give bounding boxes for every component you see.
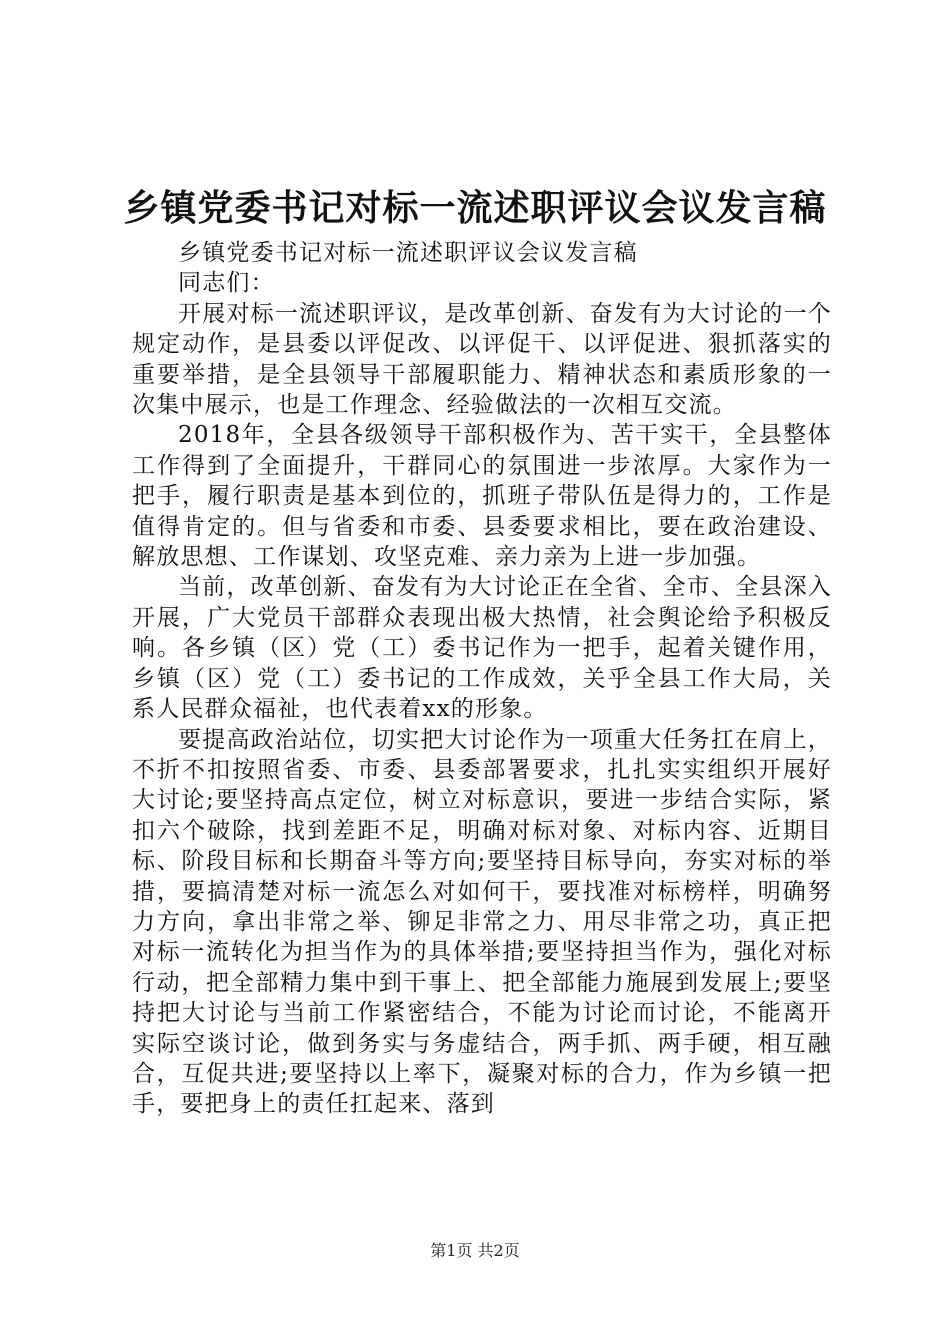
- paragraph-3: 当前，改革创新、奋发有为大讨论正在全省、全市、全县深入开展，广大党员干部群众表现出极大热情，社会舆论给予积极反响。各乡镇（区）党（工）委书记作为一把手，起着关键作用，乡镇（区）党（工）委书记的工作成效，关乎全县工作大局，关系人民群众福祉，也代表着xx的形象。: [132, 574, 832, 723]
- document-title: 乡镇党委书记对标一流述职评议会议发言稿: [123, 187, 827, 229]
- paragraph-1: 开展对标一流述职评议，是改革创新、奋发有为大讨论的一个规定动作，是县委以评促改、以评促干、以评促进、狠抓落实的重要举措，是全县领导干部履职能力、精神状态和素质形象的一次集中展示，也是工作理念、经验做法的一次相互交流。: [132, 300, 832, 419]
- paragraph-salutation: 同志们：: [178, 270, 275, 297]
- paragraph-4: 要提高政治站位，切实把大讨论作为一项重大任务扛在肩上，不折不扣按照省委、市委、县委部署要求，扎扎实实组织开展好大讨论;要坚持高点定位，树立对标意识，要进一步结合实际，紧扣六个破除，找到差距不足，明确对标对象、对标内容、近期目标、阶段目标和长期奋斗等方向;要坚持目标导向，夯实对标的举措，要搞清楚对标一流怎么对如何干，要找准对标榜样，明确努力方向，拿出非常之举、铆足非常之力、用尽非常之功，真正把对标一流转化为担当作为的具体举措;要坚持担当作为，强化对标行动，把全部精力集中到干事上、把全部能力施展到发展上;要坚持把大讨论与当前工作紧密结合，不能为讨论而讨论，不能离开实际空谈讨论，做到务实与务虚结合，两手抓、两手硬，相互融合，互促共进;要坚持以上率下，凝聚对标的合力，作为乡镇一把手，要把身上的责任扛起来、落到: [132, 726, 832, 1118]
- document-body: [132, 238, 832, 1120]
- paragraph-2: 2018年，全县各级领导干部积极作为、苦干实干，全县整体工作得到了全面提升，干群同心的氛围进一步浓厚。大家作为一把手，履行职责是基本到位的，抓班子带队伍是得力的，工作是值得肯定的。但与省委和市委、县委要求相比，要在政治建设、解放思想、工作谋划、攻坚克难、亲力亲为上进一步加强。: [132, 422, 832, 571]
- paragraph-subtitle: 乡镇党委书记对标一流述职评议会议发言稿: [178, 240, 638, 266]
- page-footer: 第1页 共2页: [430, 1241, 520, 1260]
